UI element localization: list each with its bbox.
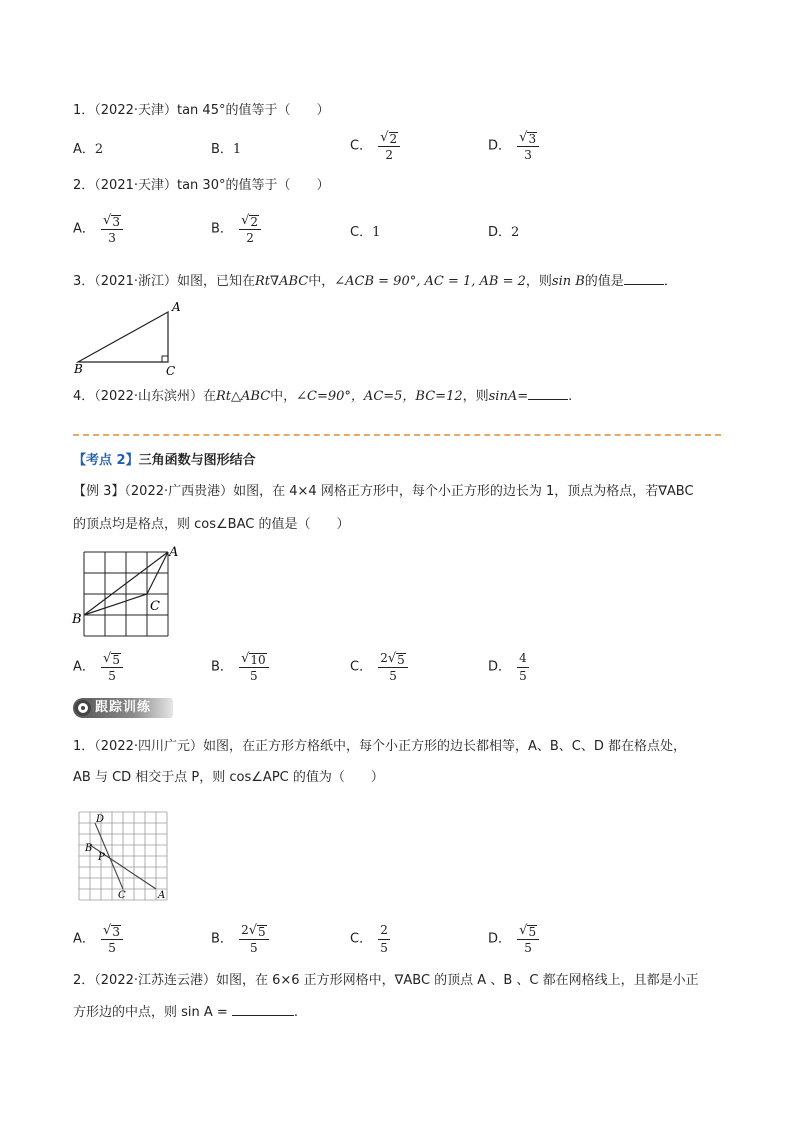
p1-option-b[interactable]: [211, 923, 269, 955]
option-value: 1: [372, 225, 381, 240]
target-icon: [75, 700, 91, 716]
ex3-option-d[interactable]: [488, 651, 529, 683]
option-label: B．: [211, 142, 233, 157]
section-2-heading: [73, 451, 256, 471]
denominator: 5: [108, 669, 116, 683]
label-b: B: [74, 362, 83, 376]
option-label: C．: [350, 138, 373, 154]
option-label: B．: [211, 931, 233, 947]
q4-triangle: Rt△ABC: [216, 389, 271, 404]
example-3-line-2: 的顶点均是格点，则 cos∠BAC 的值是（ ）: [73, 517, 350, 532]
denominator: 5: [519, 669, 527, 683]
q2-option-b[interactable]: [211, 213, 261, 245]
q3-ask: sin B: [551, 274, 585, 289]
p2-ask: 方形边的中点，则 sin A =: [73, 1005, 228, 1020]
q2-option-c[interactable]: [350, 224, 380, 242]
q1-option-a[interactable]: [73, 141, 103, 159]
option-label: A．: [73, 659, 95, 675]
option-label: D．: [488, 225, 512, 240]
q3-conditions: ∠ACB = 90°, AC = 1, AB = 2: [334, 274, 526, 289]
option-label: A．: [73, 142, 95, 157]
option-label: C．: [350, 225, 373, 240]
denominator: 3: [524, 148, 532, 162]
example-3-grid-figure: [70, 542, 185, 642]
option-value: 2: [94, 142, 104, 157]
ex3-option-b[interactable]: [211, 651, 269, 683]
label-a: A: [158, 890, 166, 901]
q3-prefix: 3．（2021·浙江）如图，已知在: [73, 274, 255, 289]
label-d: D: [96, 814, 105, 825]
practice-1-line-1: 1．（2022·四川广元）如图，在正方形方格纸中，每个小正方形的边长都相等，A、B、C、D 都在格点处，: [73, 739, 687, 754]
p1-option-c[interactable]: [350, 923, 390, 955]
q4-conditions: ∠C=90°，AC=5，BC=12: [296, 389, 463, 404]
coefficient: 2: [241, 923, 249, 937]
practice-1-line-2: AB 与 CD 相交于点 P，则 cos∠APC 的值为（ ）: [73, 770, 384, 785]
option-label: B．: [211, 221, 233, 237]
radicand: 5: [397, 653, 405, 667]
q3-suffix: ，则: [525, 274, 552, 289]
q2-option-a[interactable]: [73, 213, 123, 245]
denominator: 2: [385, 148, 393, 162]
fraction: [378, 923, 390, 955]
denominator: 5: [389, 669, 397, 683]
radicand: 5: [528, 925, 537, 939]
radicand: 2: [389, 132, 398, 146]
q2-option-d[interactable]: [488, 224, 519, 242]
q3-triangle: Rt∇ABC: [255, 274, 309, 289]
option-label: D．: [488, 138, 512, 154]
triangle-abc: [78, 312, 168, 362]
label-b: B: [85, 843, 93, 854]
radicand: 2: [250, 215, 258, 229]
numerator: 4: [517, 651, 529, 668]
label-c: C: [166, 364, 176, 378]
right-angle-mark: [162, 356, 168, 362]
label-p: P: [98, 852, 105, 863]
example-3-line-1: 【例 3】（2022·广西贵港）如图，在 4×4 网格正方形中，每个小正方形的边长为 1，顶点为格点，若∇ABC: [73, 484, 694, 499]
denominator: 3: [108, 231, 116, 245]
denominator: 2: [246, 231, 254, 245]
option-value: 1: [232, 142, 242, 157]
option-label: D．: [488, 659, 512, 675]
fraction: √ 5 5: [101, 651, 123, 683]
radicand: 5: [258, 925, 266, 939]
question-2-stem: 2．（2021·天津）tan 30°的值等于（ ）: [73, 178, 330, 193]
option-label: A．: [73, 221, 95, 237]
fraction: 2 √ 5 5: [378, 651, 408, 683]
fraction: √ 10 5: [239, 651, 269, 683]
radicand: 3: [112, 215, 120, 229]
label-c: C: [118, 890, 126, 901]
q3-tail: 的值是: [584, 274, 624, 289]
p2-end: .: [293, 1005, 298, 1020]
denominator: 5: [380, 941, 388, 955]
q4-suffix: ，则: [462, 389, 489, 404]
q1-option-b[interactable]: [211, 141, 241, 159]
q4-prefix: 4．（2022·山东滨州）在: [73, 389, 216, 404]
grid-4x4: [84, 552, 168, 636]
fraction: √ 2 2: [239, 213, 261, 245]
denominator: 5: [108, 941, 116, 955]
answer-blank[interactable]: [624, 272, 664, 285]
q4-end: .: [568, 389, 573, 404]
section-divider: [73, 434, 721, 436]
coefficient: 2: [380, 651, 388, 665]
option-label: B．: [211, 659, 233, 675]
ex3-option-a[interactable]: [73, 651, 123, 683]
p1-option-d[interactable]: [488, 923, 539, 955]
option-label: A．: [73, 931, 95, 947]
p1-option-a[interactable]: [73, 923, 123, 955]
q4-ask: sinA=: [488, 389, 529, 404]
practice-2-line-2: [73, 1003, 298, 1023]
option-label: C．: [350, 659, 373, 675]
q3-mid: 中，: [308, 274, 335, 289]
q1-option-d[interactable]: [488, 130, 539, 162]
question-4-stem: [73, 387, 572, 407]
option-label: D．: [488, 931, 512, 947]
ex3-option-c[interactable]: [350, 651, 408, 683]
radicand: 5: [112, 653, 120, 667]
answer-blank[interactable]: [232, 1003, 294, 1016]
fraction: [517, 651, 529, 683]
label-a: A: [172, 300, 181, 314]
label-c: C: [150, 599, 160, 614]
badge-label: 跟踪训练: [95, 700, 152, 715]
fraction: √ 3 3: [101, 213, 123, 245]
denominator: 5: [250, 941, 258, 955]
option-label: C．: [350, 931, 373, 947]
q1-option-c[interactable]: [350, 130, 400, 162]
q4-mid: 中，: [270, 389, 297, 404]
radicand: 3: [112, 925, 120, 939]
label-a: A: [169, 545, 179, 560]
practice-1-grid-figure: [74, 808, 180, 908]
section-tag: 【考点 2】: [73, 453, 139, 468]
answer-blank[interactable]: [528, 387, 568, 400]
practice-2-line-1: 2．（2022·江苏连云港）如图，在 6×6 正方形网格中，∇ABC 的顶点 A 、B 、C 都在网格线上，且都是小正: [73, 973, 699, 988]
q3-end: ．: [663, 274, 677, 289]
denominator: 5: [250, 669, 258, 683]
denominator: 5: [524, 941, 532, 955]
fraction: √ 3 3: [517, 130, 539, 162]
radicand: 10: [250, 653, 266, 667]
fraction: √ 2 2: [378, 130, 400, 162]
radicand: 3: [528, 132, 537, 146]
section-title: 三角函数与图形结合: [138, 453, 256, 468]
question-1-stem: 1．（2022·天津）tan 45°的值等于（ ）: [73, 103, 330, 118]
grid-8x8: [79, 812, 167, 900]
option-value: 2: [511, 225, 520, 240]
q3-triangle-figure: [70, 298, 190, 378]
question-3-stem: [73, 272, 677, 292]
fraction: √ 5 5: [517, 923, 539, 955]
fraction: 2 √ 5 5: [239, 923, 269, 955]
fraction: √ 3 5: [101, 923, 123, 955]
label-b: B: [72, 612, 82, 627]
practice-badge: [73, 698, 173, 718]
numerator: 2: [378, 923, 390, 940]
